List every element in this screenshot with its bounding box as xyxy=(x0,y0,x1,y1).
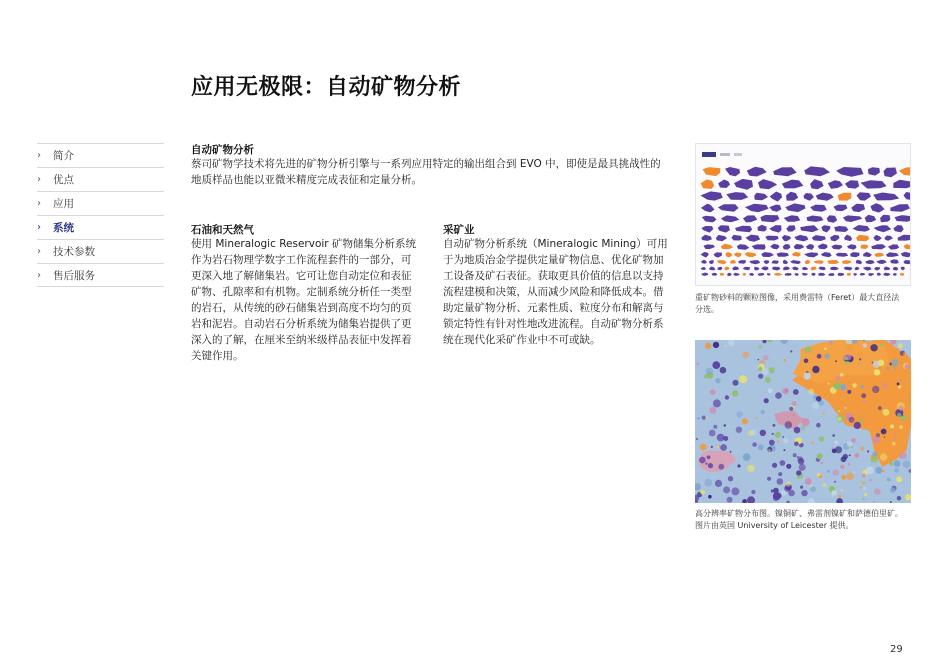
mining-line: 流程建模和决策，从而减少风险和降低成本。借 xyxy=(443,286,664,298)
intro-line: 地质样品也能以亚微米精度完成表征和定量分析。 xyxy=(191,174,422,186)
oil-gas-line: 更深入地了解储集岩。它可让您自动定位和表征 xyxy=(191,270,412,282)
nav-item[interactable] xyxy=(37,191,164,215)
mining-line: 统在现代化采矿作业中不可或缺。 xyxy=(443,334,601,346)
mining-line: 于为地质冶金学提供定量矿物信息、优化矿物加 xyxy=(443,254,664,266)
mining-line: 助定量矿物分析、元素性质、粒度分布和解离与 xyxy=(443,302,664,314)
oil-gas-line: 的岩石，从传统的砂石储集岩到高度不均匀的页 xyxy=(191,302,412,314)
intro-line: 蔡司矿物学技术将先进的矿物分析引擎与一系列应用特定的输出组合到 EVO 中，即使是最具挑战性的 xyxy=(191,158,661,170)
figure1-caption-line: 重矿物砂料的颗粒图像，采用费雷特（Feret）最大直径法 xyxy=(695,293,900,302)
oil-gas-line: 关键作用。 xyxy=(191,350,244,362)
oil-gas-heading: 石油和天然气 xyxy=(191,224,254,236)
nav-item[interactable] xyxy=(37,263,164,287)
figure2-caption-line: 图片由英国 University of Leicester 提供。 xyxy=(695,521,854,530)
mining-line: 自动矿物分析系统（Mineralogic Mining）可用 xyxy=(443,238,668,250)
mining-heading: 采矿业 xyxy=(443,224,475,236)
oil-gas-line: 深入的了解，在厘米至纳米级样品表征中发挥着 xyxy=(191,334,412,346)
mining-line: 工设备及矿石表征。获取更具价值的信息以支持 xyxy=(443,270,664,282)
nav-item-label: 系统 xyxy=(53,222,74,234)
oil-gas-text xyxy=(191,236,421,364)
figure2-caption-line: 高分辨率矿物分布图。镍铜矿、弗雷剂镍矿和萨德伯里矿。 xyxy=(695,509,903,518)
chevron-right-icon: › xyxy=(37,246,41,257)
nav-item-label: 应用 xyxy=(53,198,74,210)
oil-gas-line: 岩和泥岩。自动岩石分析系统为储集岩提供了更 xyxy=(191,318,412,330)
chevron-right-icon: › xyxy=(37,222,41,233)
oil-gas-line: 作为岩石物理学数字工作流程套件的一部分，可 xyxy=(191,254,412,266)
nav-item[interactable] xyxy=(37,215,164,239)
chevron-right-icon: › xyxy=(37,269,41,281)
nav-item-label: 简介 xyxy=(53,150,74,162)
intro-text xyxy=(191,156,671,188)
figure1-caption xyxy=(695,292,915,316)
nav-item[interactable] xyxy=(37,239,164,263)
particle-grain-image xyxy=(695,143,911,286)
chevron-right-icon: › xyxy=(37,174,41,185)
mineral-distribution-map xyxy=(695,340,911,503)
page-title: 应用无极限：自动矿物分析 xyxy=(191,75,462,100)
nav-item-label: 优点 xyxy=(53,174,74,186)
intro-heading: 自动矿物分析 xyxy=(191,144,254,156)
side-navigation xyxy=(37,143,164,287)
nav-item-label: 售后服务 xyxy=(53,269,95,282)
chevron-right-icon: › xyxy=(37,198,41,209)
nav-item[interactable] xyxy=(37,167,164,191)
nav-item-label: 技术参数 xyxy=(53,246,95,258)
mining-text xyxy=(443,236,673,348)
figure2-caption xyxy=(695,508,915,532)
mining-line: 锁定特性有针对性地改进流程。自动矿物分析系 xyxy=(443,318,664,330)
nav-item[interactable] xyxy=(37,143,164,167)
oil-gas-line: 矿物、孔隙率和有机物。定制系统分析任一类型 xyxy=(191,286,412,298)
figure1-caption-line: 分选。 xyxy=(695,305,719,314)
oil-gas-line: 使用 Mineralogic Reservoir 矿物储集分析系统 xyxy=(191,238,416,250)
page-number: 29 xyxy=(890,644,903,655)
chevron-right-icon: › xyxy=(37,150,41,161)
